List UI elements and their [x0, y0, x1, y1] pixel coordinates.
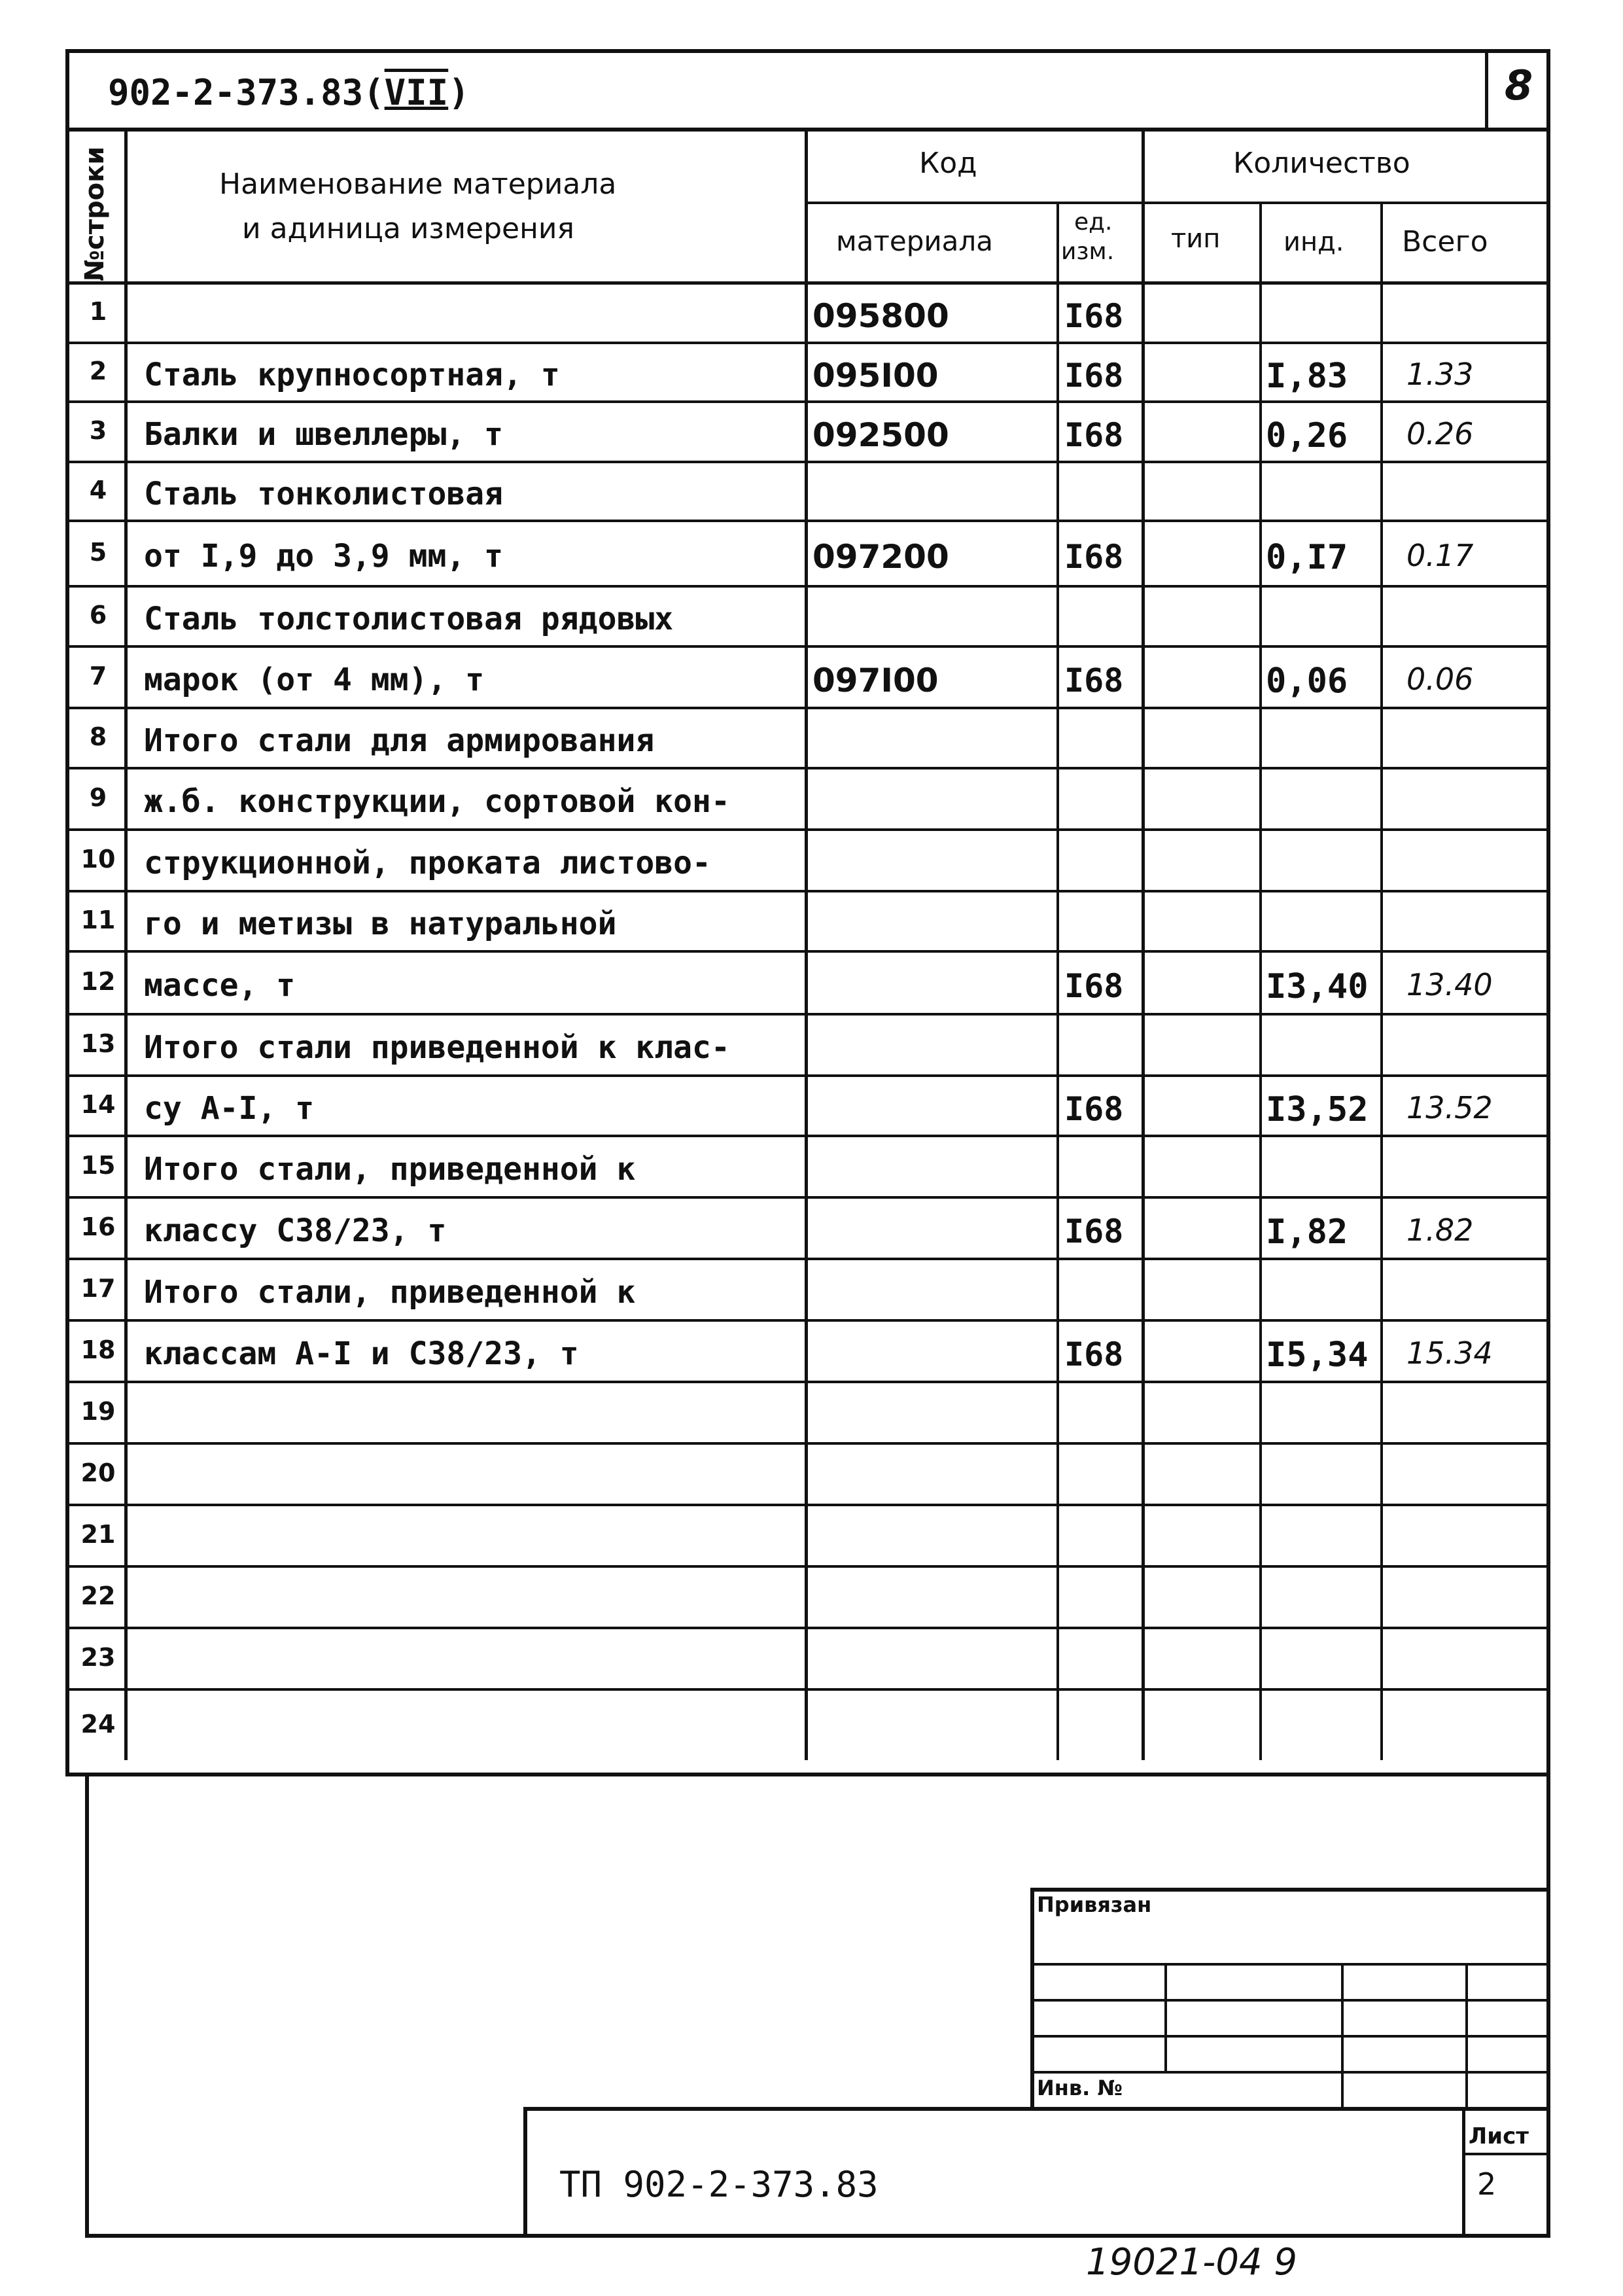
material-name: от I,9 до 3,9 мм, т — [144, 538, 504, 574]
row-number: 13 — [80, 1029, 116, 1058]
qty-total: 1.82 — [1406, 1212, 1474, 1248]
row-number: 11 — [80, 906, 116, 934]
qty-total: 1.33 — [1406, 357, 1474, 392]
row-number: 24 — [80, 1710, 116, 1739]
qty-ind: I,83 — [1266, 357, 1348, 396]
header-material: материала — [836, 225, 994, 257]
material-code: 095I00 — [812, 357, 939, 395]
header-unit-line1: ед. — [1074, 209, 1113, 236]
row-divider — [65, 1074, 1550, 1077]
sheet-label: Лист — [1469, 2123, 1529, 2149]
page-number-top: 8 — [1505, 62, 1533, 109]
row-number: 1 — [89, 297, 107, 326]
row-number: 15 — [80, 1151, 116, 1180]
qty-total: 15.34 — [1406, 1335, 1493, 1371]
privyazan-col-1 — [1164, 1963, 1167, 2071]
row-divider — [65, 1013, 1550, 1016]
unit-code: I68 — [1064, 538, 1124, 576]
privyazan-col-3 — [1465, 1963, 1468, 2110]
col-divider-total — [1380, 202, 1383, 1760]
header-tip: тип — [1171, 224, 1221, 254]
material-name: ж.б. конструкции, сортовой кон- — [144, 783, 730, 820]
row-number: 18 — [80, 1335, 116, 1364]
header-unit-line2: изм. — [1061, 238, 1115, 265]
unit-code: I68 — [1064, 1090, 1124, 1128]
col-divider-ind — [1259, 202, 1262, 1760]
unit-code: I68 — [1064, 1212, 1124, 1250]
row-number: 8 — [89, 722, 107, 751]
row-divider — [65, 1319, 1550, 1322]
row-number: 12 — [80, 967, 116, 996]
material-name: Итого стали, приведенной к — [144, 1151, 636, 1188]
sheet-cell-left — [1462, 2107, 1465, 2238]
header-kolichestvo: Количество — [1233, 147, 1410, 180]
qty-ind: I5,34 — [1266, 1335, 1369, 1375]
qty-total: 13.40 — [1406, 967, 1493, 1002]
row-number: 4 — [89, 476, 107, 504]
col-divider-tip — [1142, 128, 1145, 1760]
row-number: 3 — [89, 416, 107, 445]
material-name: классу С38/23, т — [144, 1212, 447, 1249]
material-name: струкционной, проката листово- — [144, 845, 711, 881]
unit-code: I68 — [1064, 357, 1124, 395]
material-name: Сталь толстолистовая рядовых — [144, 601, 674, 637]
col-divider-num — [124, 128, 128, 1760]
row-divider — [65, 400, 1550, 403]
material-name: су А-I, т — [144, 1090, 315, 1127]
header-row-number: №строки — [80, 146, 110, 281]
privyazan-line-1 — [1030, 1963, 1550, 1966]
col-divider-unit — [1056, 202, 1059, 1760]
row-number: 10 — [80, 845, 116, 874]
material-code: 095800 — [812, 297, 949, 335]
row-number: 19 — [80, 1397, 116, 1426]
row-divider — [65, 1504, 1550, 1506]
row-number: 7 — [89, 662, 107, 690]
qty-total: 0.26 — [1406, 416, 1474, 451]
row-divider — [65, 1565, 1550, 1568]
header-sub-divider — [805, 202, 1550, 204]
unit-code: I68 — [1064, 297, 1124, 335]
row-divider — [65, 1135, 1550, 1137]
material-name: Сталь тонколистовая — [144, 476, 504, 512]
sheet-number: 2 — [1477, 2166, 1497, 2202]
row-number: 23 — [80, 1643, 116, 1672]
privyazan-line-2 — [1030, 1999, 1550, 2002]
row-number: 5 — [89, 538, 107, 567]
qty-total: 13.52 — [1406, 1090, 1493, 1125]
qty-total: 0.06 — [1406, 662, 1474, 697]
unit-code: I68 — [1064, 1335, 1124, 1373]
material-name: классам А-I и С38/23, т — [144, 1335, 579, 1372]
document-code: 902-2-373.83(VII) — [108, 72, 470, 113]
privyazan-label: Привязан — [1037, 1892, 1152, 1917]
material-name: Итого стали приведенной к клас- — [144, 1029, 730, 1066]
qty-ind: I3,40 — [1266, 967, 1369, 1006]
row-number: 22 — [80, 1581, 116, 1610]
row-divider — [65, 707, 1550, 709]
row-number: 9 — [89, 783, 107, 812]
qty-ind: 0,I7 — [1266, 538, 1348, 577]
header-kod: Код — [919, 147, 977, 180]
header-name-line2: и адиница измерения — [242, 212, 574, 245]
col-divider-name — [805, 128, 808, 1760]
qty-ind: 0,06 — [1266, 662, 1348, 701]
row-divider — [65, 1688, 1550, 1691]
row-number: 17 — [80, 1274, 116, 1303]
material-code: 097I00 — [812, 662, 939, 699]
header-name-line1: Наименование материала — [219, 168, 617, 201]
title-block-top — [523, 2107, 1550, 2111]
row-number: 16 — [80, 1212, 116, 1241]
header-vsego: Всего — [1402, 225, 1488, 258]
row-divider — [65, 1196, 1550, 1199]
title-block-left — [523, 2107, 527, 2238]
material-name: го и метизы в натуральной — [144, 906, 617, 942]
bottom-document-title: ТП 902-2-373.83 — [559, 2164, 879, 2205]
material-name: Итого стали, приведенной к — [144, 1274, 636, 1311]
top-page-divider — [1485, 49, 1488, 131]
row-divider — [65, 1258, 1550, 1260]
row-divider — [65, 950, 1550, 953]
row-divider — [65, 1381, 1550, 1383]
material-name: Сталь крупносортная, т — [144, 357, 560, 393]
qty-ind: 0,26 — [1266, 416, 1348, 455]
material-code: 092500 — [812, 416, 949, 454]
unit-code: I68 — [1064, 662, 1124, 699]
material-name: массе, т — [144, 967, 296, 1004]
inv-number-label: Инв. № — [1037, 2075, 1123, 2100]
row-divider — [65, 585, 1550, 588]
row-divider — [65, 520, 1550, 522]
row-divider — [65, 767, 1550, 769]
material-name: марок (от 4 мм), т — [144, 662, 485, 698]
row-divider — [65, 1442, 1550, 1445]
row-number: 21 — [80, 1520, 116, 1549]
privyazan-col-2 — [1341, 1963, 1344, 2110]
header-bottom-line — [65, 281, 1550, 285]
sheet-cell-divider — [1462, 2153, 1550, 2155]
qty-ind: I,82 — [1266, 1212, 1348, 1252]
row-divider — [65, 342, 1550, 344]
material-code: 097200 — [812, 538, 949, 576]
unit-code: I68 — [1064, 416, 1124, 454]
material-name: Итого стали для армирования — [144, 722, 655, 759]
row-divider — [65, 828, 1550, 831]
unit-code: I68 — [1064, 967, 1124, 1005]
row-divider — [65, 461, 1550, 463]
qty-total: 0.17 — [1406, 538, 1474, 573]
row-divider — [65, 645, 1550, 648]
row-divider — [65, 890, 1550, 892]
material-name: Балки и швеллеры, т — [144, 416, 504, 453]
row-number: 20 — [80, 1458, 116, 1487]
privyazan-line-3 — [1030, 2035, 1550, 2038]
row-number: 2 — [89, 357, 107, 385]
privyazan-line-4 — [1030, 2071, 1550, 2074]
row-divider — [65, 1627, 1550, 1629]
row-number: 14 — [80, 1090, 116, 1119]
row-number: 6 — [89, 601, 107, 629]
header-ind: инд. — [1283, 227, 1344, 257]
stamp-number: 19021-04 9 — [1086, 2241, 1298, 2284]
document-code-suffix: VII — [384, 72, 449, 113]
qty-ind: I3,52 — [1266, 1090, 1369, 1129]
